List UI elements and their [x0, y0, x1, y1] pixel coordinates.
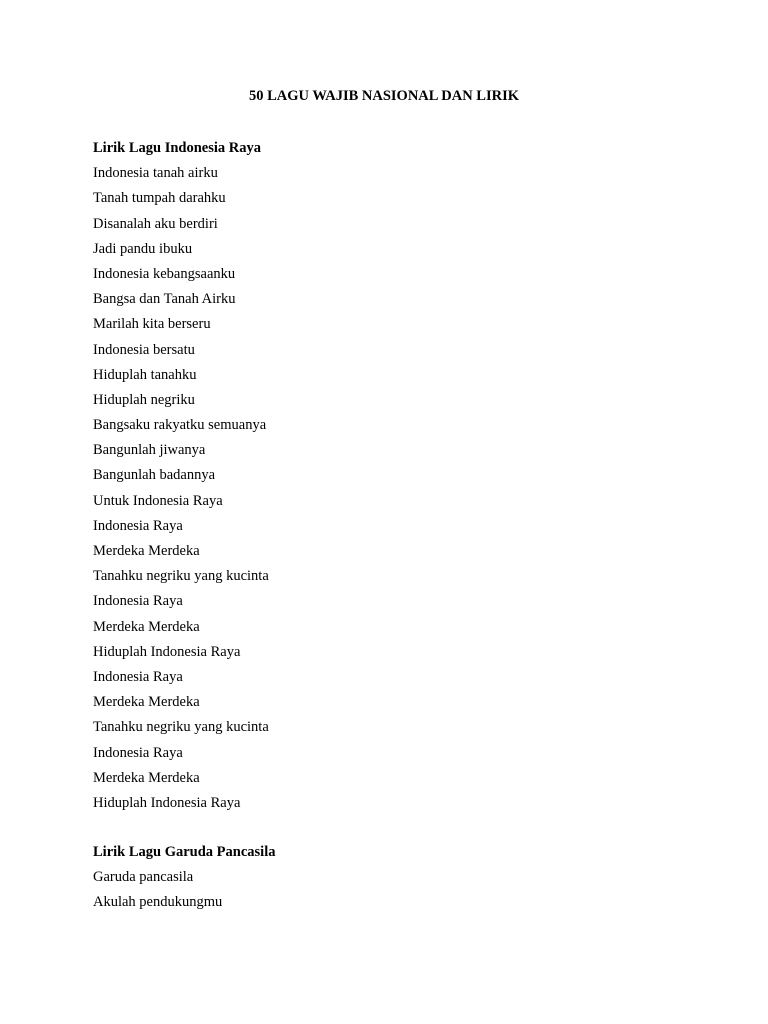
lyric-line: Tanahku negriku yang kucinta	[93, 719, 269, 736]
lyric-line: Merdeka Merdeka	[93, 694, 200, 711]
lyric-line: Hiduplah tanahku	[93, 366, 197, 383]
lyric-line: Hiduplah negriku	[93, 391, 195, 408]
lyric-line: Untuk Indonesia Raya	[93, 492, 223, 509]
lyric-line: Indonesia Raya	[93, 668, 183, 685]
lyric-list	[93, 865, 693, 915]
lyric-line: Indonesia kebangsaanku	[93, 265, 236, 282]
lyric-list	[93, 161, 693, 816]
lyric-line: Merdeka Merdeka	[93, 618, 200, 635]
song-heading: Lirik Lagu Indonesia Raya	[93, 140, 262, 156]
lyric-line: Jadi pandu ibuku	[93, 240, 193, 257]
lyric-line: Hiduplah Indonesia Raya	[93, 643, 241, 660]
document-title: 50 LAGU WAJIB NASIONAL DAN LIRIK	[248, 88, 520, 104]
lyric-line: Indonesia Raya	[93, 744, 183, 761]
lyric-line: Merdeka Merdeka	[93, 543, 200, 559]
lyric-line: Indonesia tanah airku	[93, 165, 218, 182]
song-heading: Lirik Lagu Garuda Pancasila	[93, 844, 276, 860]
lyric-line: Indonesia Raya	[93, 593, 183, 610]
lyric-line: Bangsa dan Tanah Airku	[93, 291, 236, 308]
lyric-line: Bangunlah jiwanya	[93, 442, 206, 459]
lyric-line: Garuda pancasila	[93, 869, 194, 886]
song-section-garuda-pancasila	[93, 840, 693, 916]
lyric-line: Disanalah aku berdiri	[93, 215, 218, 232]
lyric-line: Akulah pendukungmu	[93, 894, 223, 911]
lyric-line: Tanah tumpah darahku	[93, 190, 226, 207]
lyric-line: Merdeka Merdeka	[93, 769, 200, 786]
lyric-line: Tanahku negriku yang kucinta	[93, 568, 269, 585]
lyric-line: Indonesia Raya	[93, 517, 183, 534]
lyric-line: Indonesia bersatu	[93, 341, 195, 358]
lyric-line: Bangunlah badannya	[93, 467, 216, 484]
lyric-line: Marilah kita berseru	[93, 316, 211, 333]
lyric-line: Hiduplah Indonesia Raya	[93, 794, 241, 811]
song-section-indonesia-raya	[93, 136, 693, 816]
lyric-line: Bangsaku rakyatku semuanya	[93, 417, 267, 434]
